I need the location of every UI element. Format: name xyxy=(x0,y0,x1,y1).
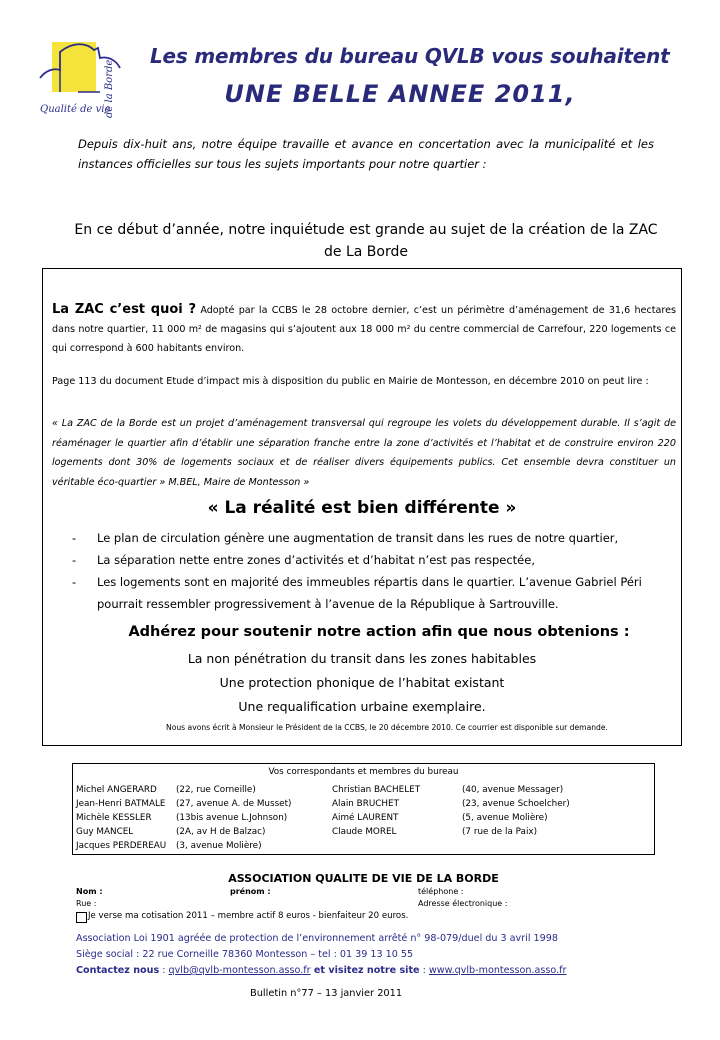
member-address: (5, avenue Molière) xyxy=(462,813,548,823)
street-field-label: Rue : xyxy=(76,899,97,908)
member-name: Claude MOREL xyxy=(332,827,397,837)
member-address: (22, rue Corneille) xyxy=(176,785,256,795)
list-item: - Les logements sont en majorité des immeubles répartis dans le quartier. L’avenue Gabriel Péri pourrait ressembler progressivement à l’avenue de la République à Sartrouville. xyxy=(70,571,670,615)
site-label: et visitez notre site xyxy=(310,965,420,976)
firstname-field-label: prénom : xyxy=(230,887,271,896)
phone-field-label: téléphone : xyxy=(418,887,464,896)
member-address: (27, avenue A. de Musset) xyxy=(176,799,292,809)
goal-item: Une requalification urbaine exemplaire. xyxy=(238,699,486,714)
association-approval: Association Loi 1901 agréée de protection de l’environnement arrêté n° 98-079/duel du 3 avril 1998 xyxy=(76,933,558,944)
member-address: (3, avenue Molière) xyxy=(176,841,262,851)
member-name: Michel ANGERARD xyxy=(76,785,157,795)
member-address: (7 rue de la Paix) xyxy=(462,827,538,837)
member-address: (23, avenue Schoelcher) xyxy=(462,799,570,809)
member-address: (13bis avenue L.Johnson) xyxy=(176,813,288,823)
association-title: ASSOCIATION QUALITE DE VIE DE LA BORDE xyxy=(228,872,499,885)
contact-label: Contactez nous xyxy=(76,965,160,976)
concern-heading: En ce début d’année, notre inquiétude est grande au sujet de la création de la ZAC de La Borde xyxy=(74,222,658,260)
reality-heading: « La réalité est bien différente » xyxy=(207,498,517,518)
new-year-title: UNE BELLE ANNEE 2011, xyxy=(224,80,576,108)
site-separator: : xyxy=(419,965,429,976)
email-link[interactable]: qvlb@qvlb-montesson.asso.fr xyxy=(168,965,311,976)
correspondents-title: Vos correspondants et membres du bureau xyxy=(268,767,459,777)
member-name: Jacques PERDEREAU xyxy=(76,841,167,851)
email-field-label: Adresse électronique : xyxy=(418,899,508,908)
list-item: - Le plan de circulation génère une augmentation de transit dans les rues de notre quartier, xyxy=(70,527,670,549)
zac-definition xyxy=(52,300,676,358)
contact-separator: : xyxy=(159,965,169,976)
reality-list xyxy=(70,527,670,615)
logo-vertical-text: de la Borde xyxy=(104,59,115,118)
letter-note: Nous avons écrit à Monsieur le Président de la CCBS, le 20 décembre 2010. Ce courrier est disponible sur demande. xyxy=(166,723,608,732)
member-name: Michèle KESSLER xyxy=(76,813,152,823)
member-address: (2A, av H de Balzac) xyxy=(176,827,266,837)
zac-question: La ZAC c’est quoi ? xyxy=(52,302,197,317)
member-name: Aimé LAURENT xyxy=(332,813,399,823)
logo-text: Qualité de vie xyxy=(40,104,111,115)
cotisation-label: Je verse ma cotisation 2011 – membre actif 8 euros - bienfaiteur 20 euros. xyxy=(88,911,409,921)
mayor-quote: « La ZAC de la Borde est un projet d’aménagement transversal qui regroupe les volets du développement durable. Il s’agit de réaménager le quartier afin d’établir une séparation franche entre la zone d’activités et l’habitat et de construire environ 220 logements dont 30% de logements sociaux et de réaliser divers équipements publics. Cet ensemble devra constituer un véritable éco-quartier » M.BEL, Maire de Montesson » xyxy=(52,418,676,488)
greeting-title: Les membres du bureau QVLB vous souhaitent xyxy=(150,44,670,68)
intro-paragraph: Depuis dix-huit ans, notre équipe travaille et avance en concertation avec la municipalité et les instances officielles sur tous les sujets importants pour notre quartier : xyxy=(78,137,654,171)
join-call-to-action: Adhérez pour soutenir notre action afin que nous obtenions : xyxy=(128,624,630,640)
website-link[interactable]: www.qvlb-montesson.asso.fr xyxy=(428,965,567,976)
contact-line xyxy=(76,965,567,976)
goal-item: La non pénétration du transit dans les zones habitables xyxy=(187,651,537,666)
headquarters-address: Siège social : 22 rue Corneille 78360 Montesson – tel : 01 39 13 10 55 xyxy=(76,949,414,960)
logo-house-drawing xyxy=(38,40,138,110)
goal-item: Une protection phonique de l’habitat existant xyxy=(219,675,505,690)
zac-description: Adopté par la CCBS le 28 octobre dernier, c’est un périmètre d’aménagement de 31,6 hectares dans notre quartier, 11 000 m² de magasins qui s’ajoutent aux 18 000 m² du centre commercial de Carrefour, 220 logements ce qui correspond à 600 habitants environ. xyxy=(52,305,677,354)
name-field-label: Nom : xyxy=(76,887,103,896)
member-address: (40, avenue Messager) xyxy=(462,785,564,795)
member-name: Alain BRUCHET xyxy=(332,799,399,809)
list-item: - La séparation nette entre zones d’activités et d’habitat n’est pas respectée, xyxy=(70,549,670,571)
member-name: Christian BACHELET xyxy=(332,785,421,795)
impact-study-reference: Page 113 du document Etude d’impact mis à disposition du public en Mairie de Montesson, en décembre 2010 on peut lire : xyxy=(52,376,649,387)
member-name: Jean-Henri BATMALE xyxy=(76,799,166,809)
cotisation-checkbox[interactable] xyxy=(76,912,87,923)
member-name: Guy MANCEL xyxy=(76,827,134,837)
association-logo xyxy=(38,40,138,124)
bulletin-number: Bulletin n°77 – 13 janvier 2011 xyxy=(250,988,403,999)
